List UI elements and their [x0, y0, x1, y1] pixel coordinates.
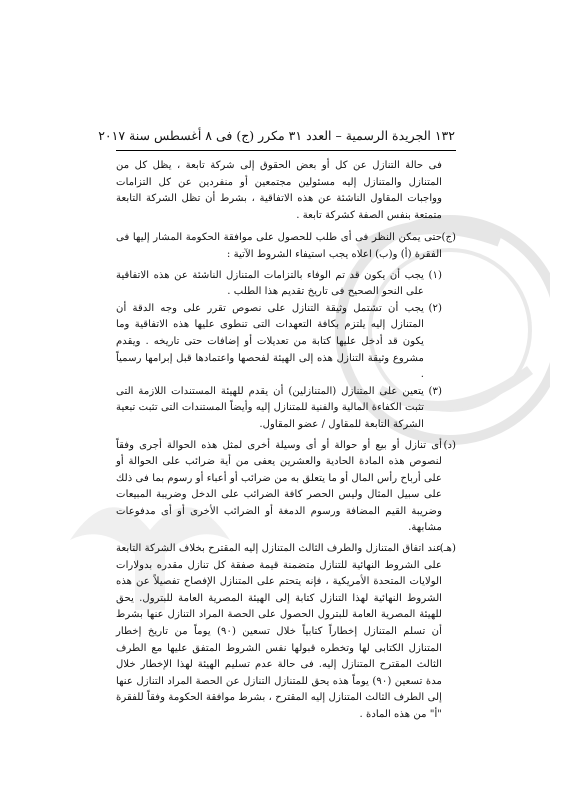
section-haa	[116, 541, 456, 724]
item-text: يجب أن تشتمل وثيقة التنازل على نصوص تقرر على وجه الدقة أن المتنازل إليه يلتزم بكافة التعهدات التى تنطوى عليها هذه الاتفاقية وما يكون قد أدخل عليها كتابة من تعديلات أو إضافات حتى تاريخه . ويقدم مشروع وثيقة التنازل هذه إلى الهيئة لفحصها واعتمادها قبل إبرامها رسمياً .	[116, 302, 424, 381]
section-marker: (د)	[443, 439, 456, 451]
list-item	[116, 268, 456, 301]
item-marker: (٢)	[428, 302, 442, 314]
item-text: يتعين على المتنازل (المتنازلين) أن يقدم للهيئة المستندات اللازمة التى تثبت الكفاءة المالية والفنية للمتنازل إليه وأيضاً المستندات التى تثبت تبعية الشركة التابعة للمقاول / عضو المقاول.	[116, 385, 424, 430]
header-divider	[116, 150, 456, 151]
intro-paragraph: فى حالة التنازل عن كل أو بعض الحقوق إلى شركة تابعة ، يظل كل من المتنازل والمتنازل إليه مسئولين مجتمعين أو منفردين عن كل التزامات وواجبات المقاول الناشئة عن هذه الاتفاقية ، بشرط أن تظل الشركة التابعة متمتعة بنفس الصفة كشركة تابعة .	[116, 160, 442, 221]
section-jeem	[116, 230, 456, 263]
list-item	[116, 301, 456, 384]
item-marker: (١)	[428, 269, 442, 281]
item-marker: (٣)	[428, 385, 442, 397]
section-text: عند اتفاق المتنازل والطرف الثالث المتنازل إليه المقترح بخلاف الشركة التابعة على الشروط النهائية للتنازل متضمنة قيمة صفقة كل تنازل مقدره بدولارات الولايات المتحدة الأمريكية ، فإنه يتحتم على المتنازل الإفصاح تفصيلاً عن هذه الشروط النهائية لهذا التنازل كتابة إلى الهيئة المصرية العامة للبترول. يحق للهيئة المصرية العامة للبترول الحصول على الحصة المراد التنازل عنها بشرط أن تسلم المتنازل إخطاراً كتابياً خلال تسعين (٩٠) يوماً من تاريخ إخطار المتنازل الكتابى لها وتخطره قبولها نفس الشروط المتفق عليها مع الطرف الثالث المقترح المتنازل إليه. فى حالة عدم تسليم الهيئة لهذا الإخطار خلال مدة تسعين (٩٠) يوماً هذه يحق للمتنازل التنازل عن الحصة المراد التنازل عنها إلى الطرف الثالث المتنازل إليه المقترح ، بشرط موافقة الحكومة وفقاً للفقرة "أ" من هذه المادة .	[116, 543, 442, 720]
section-dal	[116, 438, 456, 538]
item-text: يجب أن يكون قد تم الوفاء بالتزامات المتنازل الناشئة عن هذه الاتفاقية على النحو الصحيح فى تاريخ تقديم هذا الطلب .	[116, 269, 424, 298]
page-header: ١٣٢ الجريدة الرسمية – العدد ٣١ مكرر (ج) فى ٨ أغسطس سنة ٢٠١٧	[98, 128, 455, 143]
document-body	[116, 158, 456, 728]
section-text: حتى يمكن النظر فى أى طلب للحصول على موافقة الحكومة المشار إليها فى الفقرة (أ) و(ب) اعلاه يجب استيفاء الشروط الآتية :	[116, 232, 442, 260]
section-text: أى تنازل أو بيع أو حوالة أو أى وسيلة أخرى لمثل هذه الحوالة أجرى وفقاً لنصوص هذه المادة الحادية والعشرين يعفى من أية ضرائب على الحوالة أو على أرباح رأس المال أو ما يتعلق به من ضرائب أو أعباء أو رسوم بما فى ذلك على سبيل المثال وليس الحصر كافة الضرائب على الدخل وضريبة المبيعات وضريبة القيم المضافة ورسوم الدمغة أو الضرائب الأخرى أو أى مدفوعات مشابهة.	[116, 439, 442, 534]
list-item	[116, 384, 456, 434]
section-marker: (هـ)	[439, 543, 456, 555]
section-marker: (ج)	[441, 232, 456, 244]
